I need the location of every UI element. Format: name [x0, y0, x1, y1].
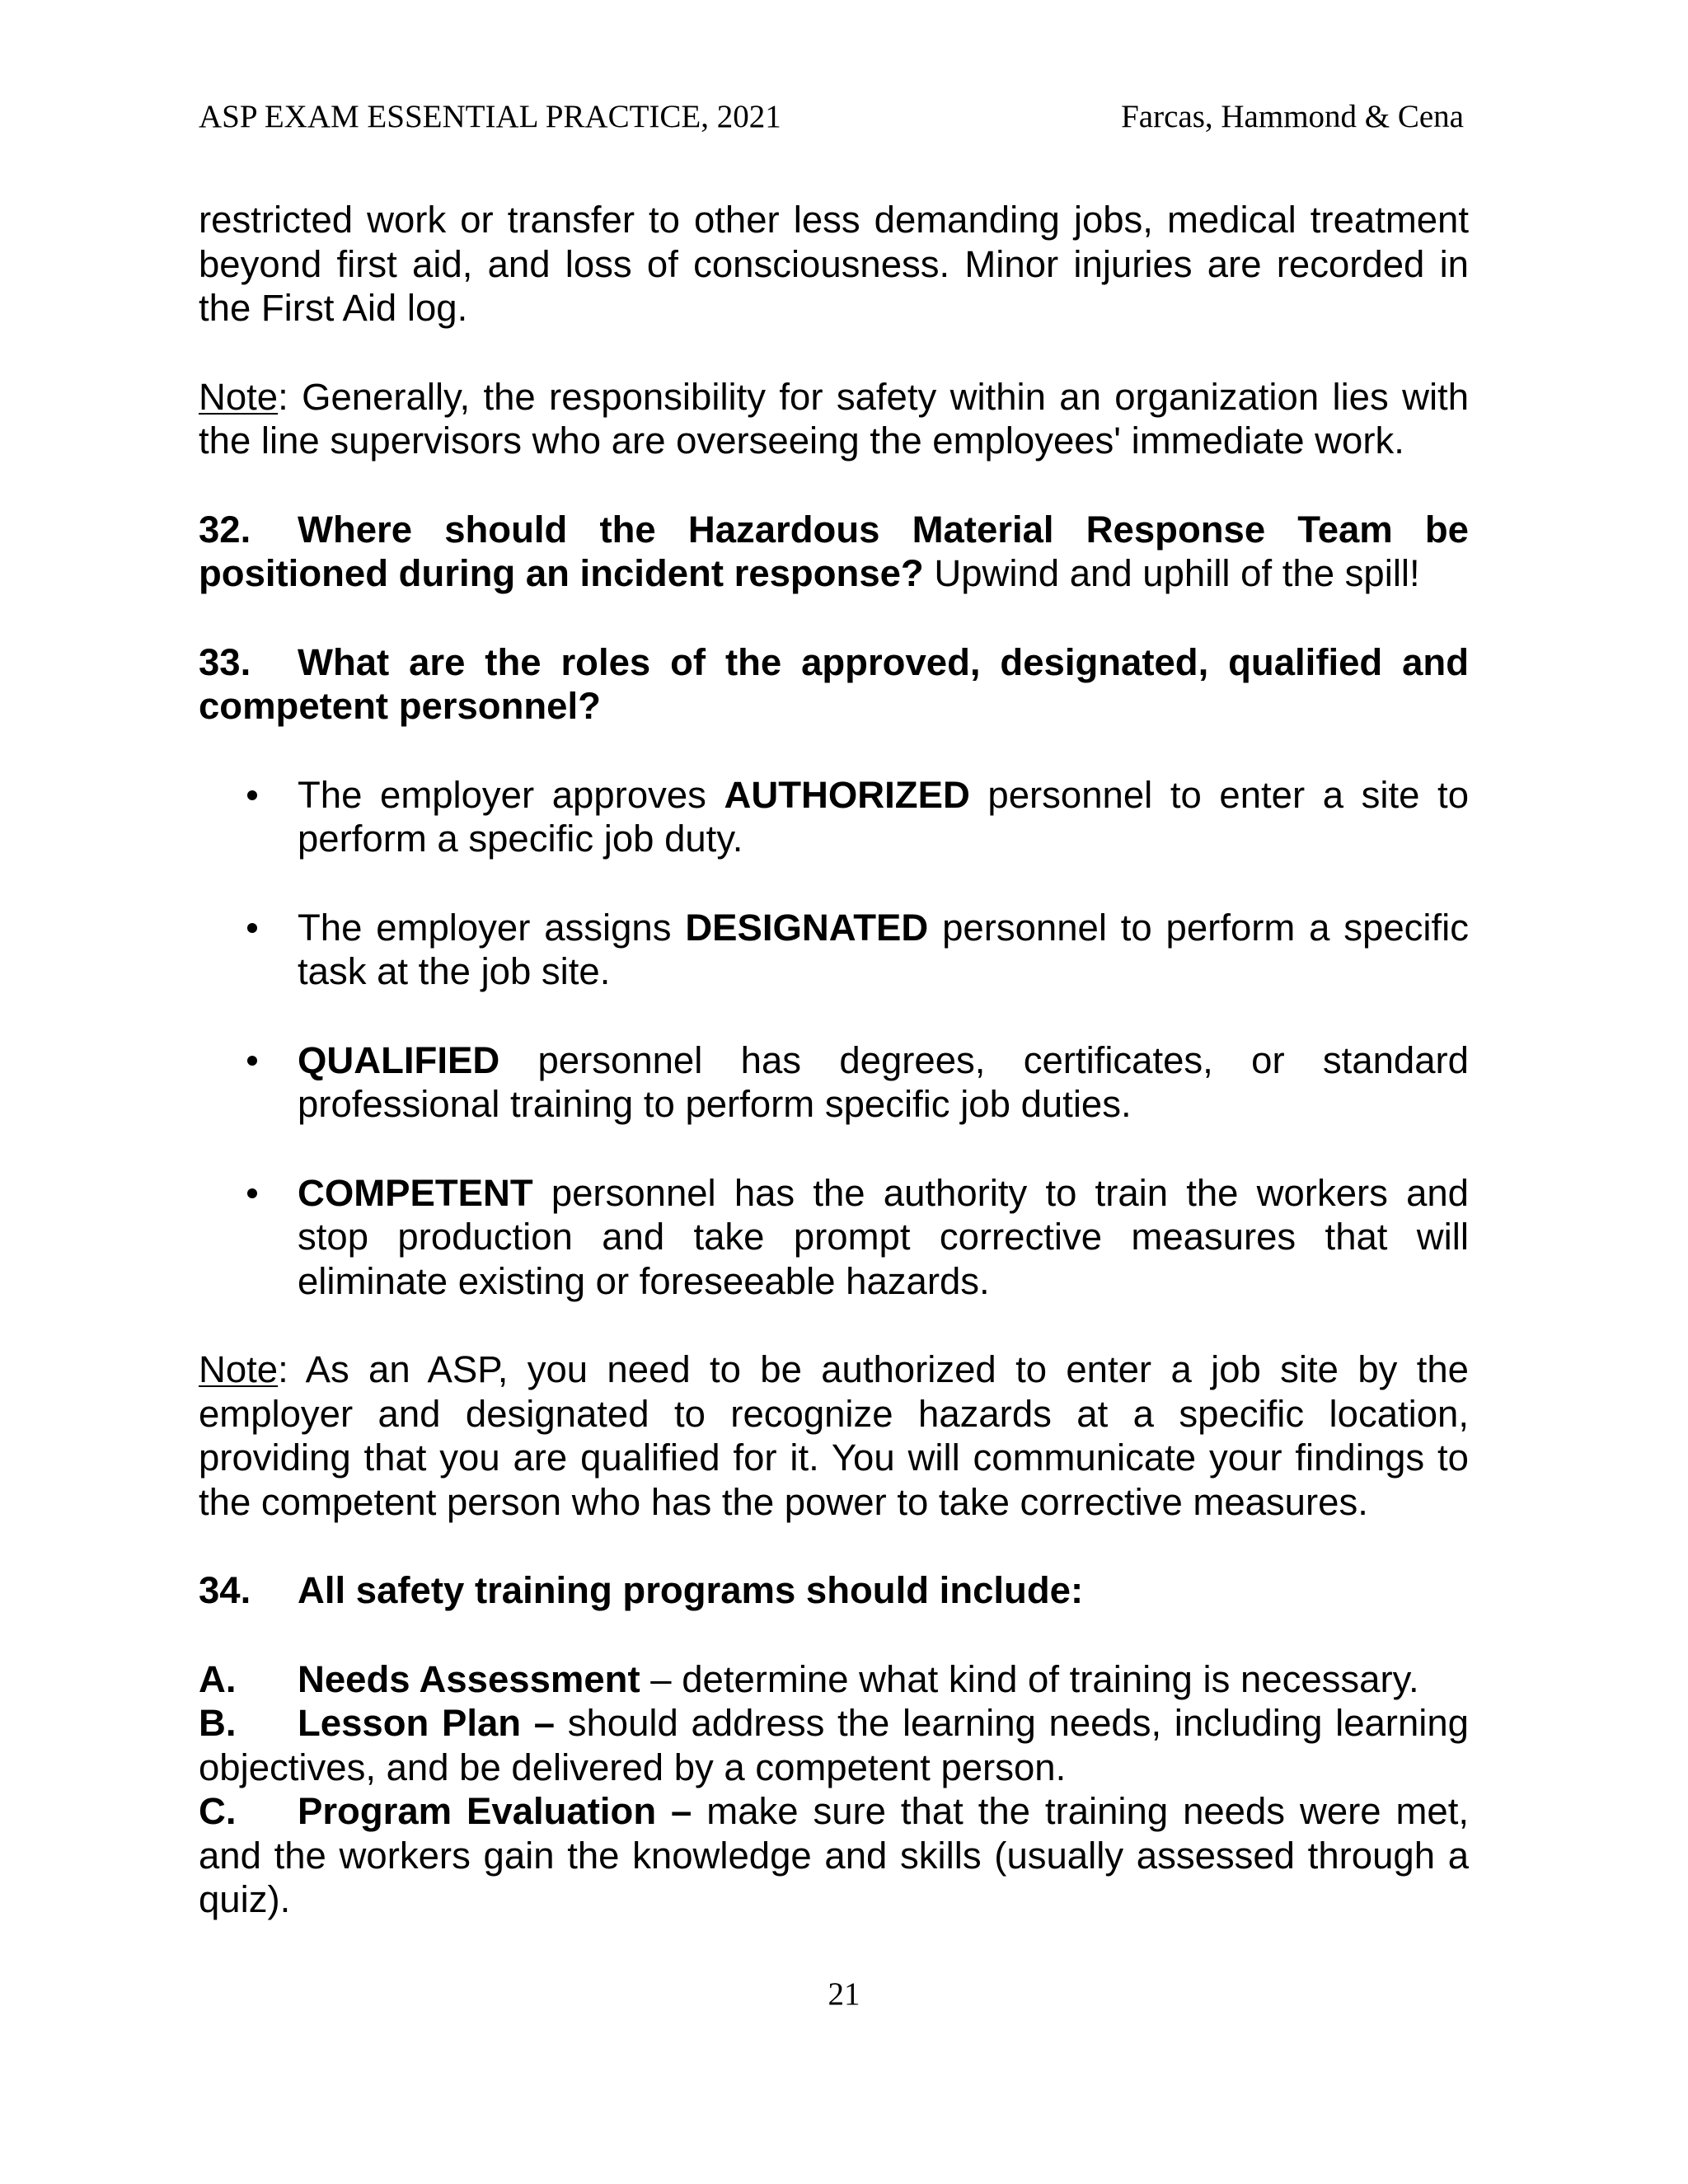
page-number: 21 — [828, 1976, 860, 2012]
note-text: : As an ASP, you need to be authorized to enter a job site by the employer and designated to recognize hazards at a specific location, providing that you are qualified for it. You will communicate your findings to the competent person who has the power to take corrective measures. — [199, 1348, 1469, 1523]
header-title: ASP EXAM ESSENTIAL PRACTICE, 2021 — [199, 99, 781, 134]
item-text: – determine what kind of training is necessary. — [640, 1657, 1419, 1700]
question-34 — [199, 1568, 1469, 1613]
bullet-icon — [247, 923, 257, 933]
intro-paragraph: restricted work or transfer to other less demanding jobs, medical treatment beyond first aid, and loss of consciousness. Minor injuries are recorded in the First Aid log. — [199, 199, 1469, 329]
bullet-icon — [247, 1188, 257, 1198]
note-label: Note — [199, 375, 279, 418]
bullet-icon — [247, 790, 257, 800]
note-label: Note — [199, 1348, 279, 1390]
item-text: should address the learning needs, including learning objectives, and be delivered by a competent person. — [199, 1702, 1469, 1788]
training-item-a — [199, 1657, 1469, 1702]
question-answer: Upwind and uphill of the spill! — [923, 552, 1420, 594]
training-item-b — [199, 1701, 1469, 1789]
bullet-term: DESIGNATED — [685, 906, 929, 949]
bullet-text-post: personnel has the authority to train the workers and stop production and take prompt corrective measures that will eliminate existing or foreseeable hazards. — [298, 1171, 1469, 1302]
bullet-item-competent — [199, 1171, 1469, 1304]
item-text: make sure that the training needs were met, and the workers gain the knowledge and skills (usually assessed through a quiz). — [199, 1790, 1470, 1920]
question-text: Where should the Hazardous Material Response Team be positioned during an incident response? — [199, 508, 1469, 594]
bullet-text-post: personnel to enter a site to perform a specific job duty. — [298, 773, 1470, 860]
bullet-item-designated — [199, 906, 1469, 994]
question-text: All safety training programs should include: — [298, 1569, 1084, 1611]
question-33 — [199, 640, 1469, 729]
item-title: Lesson Plan – — [298, 1702, 556, 1744]
item-letter: B. — [199, 1702, 237, 1744]
question-number: 33. — [199, 640, 251, 683]
bullet-text-pre: The employer assigns — [298, 906, 686, 949]
bullet-term: COMPETENT — [298, 1171, 533, 1214]
bullet-term: AUTHORIZED — [724, 773, 970, 816]
item-letter: C. — [199, 1790, 237, 1832]
question-number: 32. — [199, 508, 251, 551]
page-body — [199, 198, 1469, 1922]
training-item-c — [199, 1789, 1469, 1922]
bullet-item-qualified — [199, 1038, 1469, 1127]
question-32 — [199, 508, 1469, 596]
bullet-icon — [247, 1056, 257, 1066]
item-letter: A. — [199, 1657, 237, 1700]
bullet-text-post: personnel to perform a specific task at the job site. — [298, 906, 1470, 992]
item-title: Needs Assessment — [298, 1657, 640, 1700]
item-title: Program Evaluation – — [298, 1790, 692, 1832]
header-authors: Farcas, Hammond & Cena — [1121, 99, 1464, 134]
question-number: 34. — [199, 1569, 251, 1611]
bullet-term: QUALIFIED — [298, 1038, 500, 1081]
bullet-text-pre: The employer approves — [298, 773, 724, 816]
bullet-item-authorized — [199, 773, 1469, 861]
note-paragraph-2 — [199, 1347, 1469, 1524]
note-text: : Generally, the responsibility for safety within an organization lies with the line supervisors who are overseeing the employees' immediate work. — [199, 375, 1469, 462]
question-text: What are the roles of the approved, designated, qualified and competent personnel? — [199, 640, 1469, 727]
roles-bullet-list — [199, 773, 1469, 1304]
bullet-text-post: personnel has degrees, certificates, or standard professional training to perform specific job duties. — [298, 1038, 1469, 1125]
note-paragraph-1 — [199, 375, 1469, 463]
